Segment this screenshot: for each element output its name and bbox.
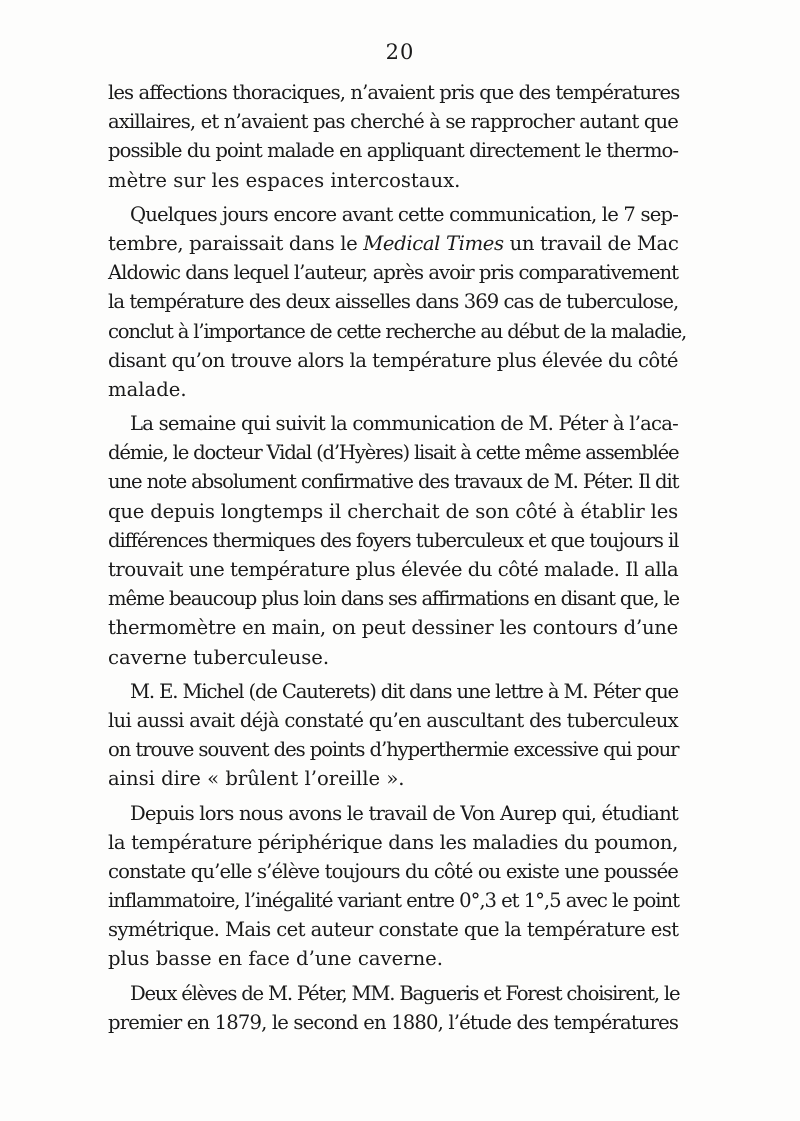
text-line: lui aussi avait déjà constaté qu’en auscultant des tuberculeux [108,708,678,732]
text-line: même beaucoup plus loin dans ses affirmations en disant que, le [108,587,680,611]
text-line: mètre sur les espaces intercostaux. [108,168,461,192]
text-line: plus basse en face d’une caverne. [108,947,444,971]
paragraph-6 [108,979,678,1037]
text-line: que depuis longtemps il cherchait de son côté à établir les [108,499,678,523]
text-line: disant qu’on trouve alors la température plus élevée du côté [108,348,678,372]
text-line: la température périphérique dans les maladies du poumon, [108,830,678,854]
italic-journal-title: Medical Times [363,231,504,255]
text-line: on trouve souvent des points d’hyperthermie excessive qui pour [108,738,679,762]
text-line: différences thermiques des foyers tuberculeux et que toujours il [108,528,679,552]
text-line: M. E. Michel (de Cauterets) dit dans une lettre à M. Péter que [130,679,678,703]
text-line: Quelques jours encore avant cette communication, le 7 sep- [130,202,678,226]
text-line: possible du point malade en appliquant directement le thermo- [108,139,678,163]
text-line: thermomètre en main, on peut dessiner les contours d’une [108,616,679,640]
paragraph-1 [108,78,678,195]
text-line: premier en 1879, le second en 1880, l’étude des températures [108,1010,679,1034]
text-line: constate qu’elle s’élève toujours du côté ou existe une poussée [108,859,678,883]
paragraph-3 [108,409,678,672]
text-line: Deux élèves de M. Péter, MM. Bagueris et Forest choisirent, le [130,981,680,1005]
text-line: Aldowic dans lequel l’auteur, après avoir pris comparativement [108,261,679,285]
text-line: conclut à l’importance de cette recherche au début de la maladie, [108,319,687,343]
text-line: La semaine qui suivit la communication de M. Péter à l’aca- [130,412,678,436]
text-line: une note absolument confirmative des travaux de M. Péter. Il dit [108,470,679,494]
paragraph-2 [108,200,687,404]
text-line: caverne tuberculeuse. [108,645,330,669]
text-line: ainsi dire « brûlent l’oreille ». [108,767,405,791]
body-text [108,78,687,1037]
text-line: Depuis lors nous avons le travail de Von Aurep qui, étudiant [130,801,678,825]
text-line: trouvait une température plus élevée du côté malade. Il alla [108,558,679,581]
text-line: les affections thoraciques, n’avaient pris que des températures [108,81,680,104]
text-line: malade. [108,377,187,401]
text-line: démie, le docteur Vidal (d’Hyères) lisait à cette même assemblée [108,441,679,465]
paragraph-4 [108,677,678,794]
paragraph-5 [108,799,678,974]
page-number: 20 [385,40,415,64]
text-line: axillaires, et n’avaient pas cherché à se rapprocher autant que [108,110,679,134]
text-line-with-italic: tembre, paraissait dans le Medical Times un travail de Mac [108,231,679,255]
text-line: inflammatoire, l’inégalité variant entre 0°,3 et 1°,5 avec le point [108,889,679,913]
text-line: la température des deux aisselles dans 369 cas de tuberculose, [108,290,679,314]
text-line: symétrique. Mais cet auteur constate que la température est [108,918,679,942]
